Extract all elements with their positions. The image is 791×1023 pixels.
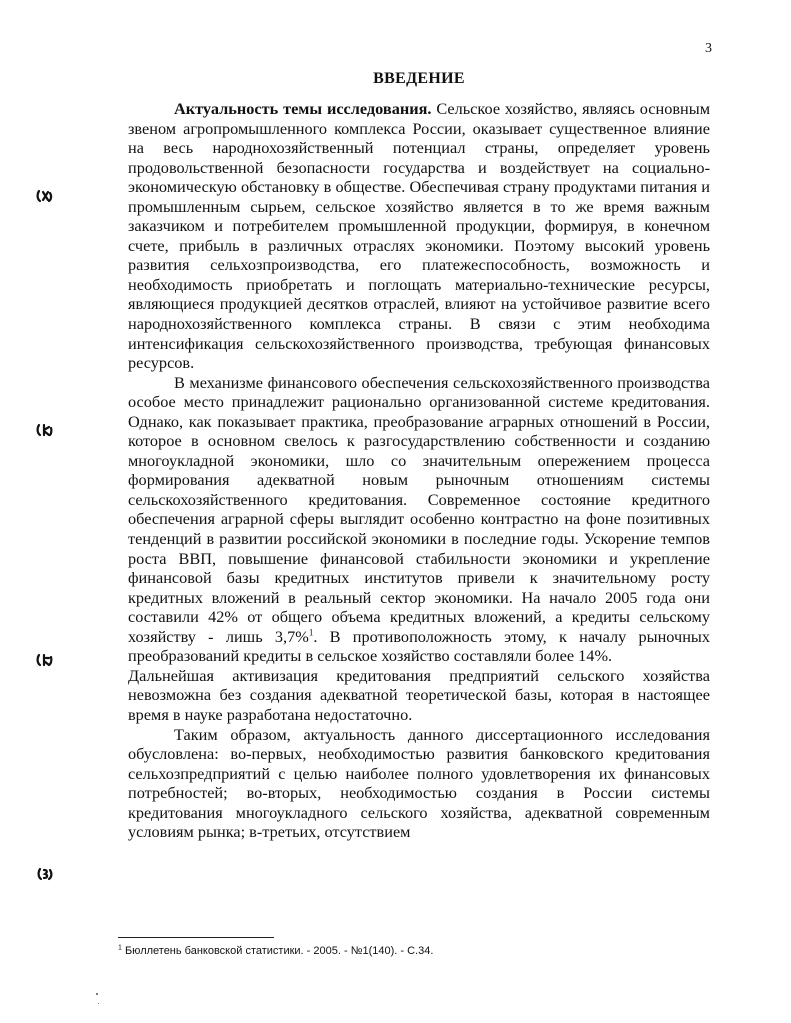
footnote-reference: 1	[308, 627, 314, 638]
paragraph-conclusion: Таким образом, актуальность данного диссертационного исследования обусловлена: во-первых, необходимостью развития банковского кредитования сельхозпредприятий с целью наиболее полного удовлетворения их финансовых потребностей; во-вторых, необходимостью создания в России системы кредитования многоукладного сельского хозяйства, адекватной современным условиям рынка; в-третьих, отсутствием	[128, 724, 710, 842]
binding-mark-icon	[36, 188, 54, 204]
page-title: ВВЕДЕНИЕ	[373, 70, 465, 87]
footnote-text: Бюллетень банковской статистики. - 2005. - №1(140). - С.34.	[121, 945, 434, 957]
paragraph-text: . В противоположность этому, к началу рыночных преобразований кредиты в сельское хозяйство составляли более 14%.	[128, 626, 710, 666]
body-text	[128, 99, 710, 842]
binding-mark-icon	[36, 652, 54, 668]
paragraph-activation: Дальнейшая активизация кредитования предприятий сельского хозяйства невозможна без создания адекватной теоретической базы, которая в настоящее время в науке разработана недостаточно.	[128, 665, 710, 724]
footnote-marker: 1	[118, 944, 122, 952]
paragraph-relevance	[128, 99, 710, 373]
paragraph-lead: Актуальность темы исследования.	[174, 99, 432, 118]
binding-mark-icon	[36, 422, 54, 438]
scan-speck	[98, 1003, 99, 1004]
binding-mark-icon	[36, 866, 54, 882]
footnote-divider	[118, 937, 274, 938]
paragraph-text: Сельское хозяйство, являясь основным звеном агропромышленного комплекса России, оказывает существенное влияние на весь народнохозяйственный потенциал страны, определяет уровень продовольственной безопасности государства и воздействует на социально-экономическую обстановку в обществе. Обеспечивая страну продуктами питания и промышленным сырьем, сельское хозяйство является в то же время важным заказчиком и потребителем промышленной продукции, формируя, в конечном счете, прибыль в различных отраслях экономики. Поэтому высокий уровень развития сельхозпроизводства, его платежеспособность, возможность и необходимость приобретать и поглощать материально-технические ресурсы, являющиеся продукцией десятков отраслей, влияют на устойчивое развитие всего народнохозяйственного комплекса страны. В связи с этим необходима интенсификация сельскохозяйственного производства, требующая финансовых ресурсов.	[128, 99, 710, 373]
scan-speck	[96, 993, 98, 995]
page-number: 3	[705, 41, 712, 56]
footnote	[118, 944, 618, 958]
paragraph-text: В механизме финансового обеспечения сельскохозяйственного производства особое место принадлежит рационально организованной системе кредитования. Однако, как показывает практика, преобразование аграрных отношений в России, которое в основном свелось к разгосударствлению собственности и созданию многоукладной экономики, шло со значительным опережением процесса формирования адекватной новым рыночным отношениям системы сельскохозяйственного кредитования. Современное состояние кредитного обеспечения аграрной сферы выглядит особенно контрастно на фоне позитивных тенденций в развитии российской экономики в последние годы. Ускорение темпов роста ВВП, повышение финансовой стабильности экономики и укрепление финансовой базы кредитных институтов привели к значительному росту кредитных вложений в реальный сектор экономики. На начало 2005 года они составили 42% от общего объема кредитных вложений, а кредиты сельскому хозяйству - лишь 3,7%	[128, 372, 710, 646]
paragraph-crediting	[128, 373, 710, 666]
